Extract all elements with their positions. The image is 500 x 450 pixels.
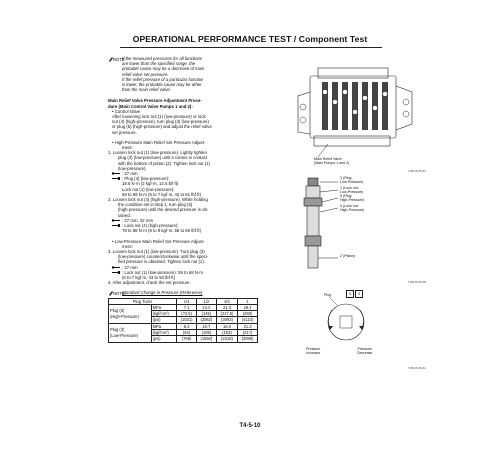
- heading-line: • High-Pressure Main Relief Set Pressure Adjust-: [112, 139, 206, 145]
- wrench-icon: [112, 219, 120, 222]
- intro-line: After loosening lock nut (1) (low-pressure) or lock: [112, 114, 206, 120]
- step-line: 3. Loosen lock nut (1) (low-pressure). Turn plug (3): [108, 248, 205, 254]
- table-cell: (1550): [196, 336, 216, 342]
- table-cell: (1031): [177, 317, 197, 323]
- table-cell: (768): [177, 336, 197, 342]
- table-cell: (3088): [238, 336, 258, 342]
- wrench-icon: [112, 266, 120, 269]
- section-title-line: Main Relief Valve Pressure Adjustment Proce-: [108, 98, 202, 104]
- table-cell: (290): [238, 311, 258, 317]
- spec-text: : Lock nut (1) (low-pressure): 59 to 69 N·m: [122, 269, 203, 275]
- text-column: [108, 56, 286, 343]
- intro-paragraph: [108, 114, 286, 135]
- spec-text: 59 to 69 N·m (6 to 7 kgf·m, 43 to 51 lbf·ft): [122, 191, 202, 197]
- table-group-label: Plug (3) (Low-Pressure): [109, 323, 152, 342]
- low-pressure-heading: [108, 239, 286, 249]
- step-1: [108, 150, 286, 171]
- step-line: 2. Loosen lock nut (4) (high-pressure). While holding: [108, 197, 208, 203]
- spec-text: : Plug (3) (low-pressure):: [122, 176, 170, 182]
- note-line: If the measured pressures for all functions: [122, 56, 203, 61]
- note-line: are lower than the specified range, the: [122, 61, 196, 67]
- table-cell: 7.1: [177, 304, 197, 310]
- figure-label-main-relief: Main Relief Valve (Main Pumps 1 and 2): [314, 157, 350, 166]
- torque-wrench-icon: [112, 271, 120, 274]
- table-cell: (54): [177, 330, 197, 336]
- step-line: (low-pressure) counterclockwise until the speci-: [118, 254, 209, 260]
- section-title: [108, 98, 286, 108]
- pressure-table: [108, 298, 258, 343]
- note-line: is lower, the probable cause may be other: [122, 82, 202, 88]
- table-cell: (72.5): [177, 311, 197, 317]
- page-header: OPERATIONAL PERFORMANCE TEST / Component Test: [132, 34, 368, 44]
- callout-plug-low: 3 (Plug: Low-Pressure): [340, 176, 364, 185]
- table-cell: MPa: [151, 323, 177, 329]
- step-line: (low-pressure).: [118, 165, 147, 171]
- svg-text:NOTE:: NOTE:: [113, 57, 126, 62]
- note-line: If the relief pressure of a particular function: [122, 76, 204, 82]
- callout-locknut-high: 4 (Lock nut: High-Pressure): [340, 204, 365, 213]
- step-3: [108, 249, 286, 265]
- spec-text: : 27 mm: [122, 264, 138, 270]
- step-2: [108, 197, 286, 218]
- table-header-cell: 1/2: [196, 298, 216, 304]
- plug-box-3: 3: [355, 290, 363, 298]
- intro-line: nut (4) (high-pressure), turn plug (3) (low-pressure): [112, 119, 209, 125]
- heading-line: • Low-Pressure Main Relief Set Pressure Adjust-: [112, 238, 205, 244]
- plug-label: Plug: [324, 293, 332, 297]
- high-pressure-heading: [108, 140, 286, 150]
- table-cell: (psi): [151, 336, 177, 342]
- spec-text: 19.6 N·m (2 kgf·m, 14.5 lbf·ft): [122, 181, 179, 187]
- step-line: tained.: [118, 212, 131, 218]
- spec-text: : 27 mm, 32 mm: [122, 217, 154, 223]
- pencil-note-icon: [108, 56, 126, 63]
- torque-spec: [108, 176, 286, 181]
- table-cell: 16.0: [216, 323, 237, 329]
- spec-text: : 27 mm: [122, 171, 138, 177]
- torque-spec: [108, 223, 286, 228]
- table-cell: (163): [216, 330, 237, 336]
- table-cell: (109): [196, 330, 216, 336]
- section-title-line: dure (Main Control Valve Pumps 1 and 2):: [108, 103, 193, 109]
- table-cell: 10.7: [196, 323, 216, 329]
- figure-code: T1HD-05-05-008: [408, 281, 426, 284]
- plug-box-5: 5: [346, 290, 354, 298]
- pressure-increase-label: Pressure Increase: [306, 347, 321, 356]
- plug-number-boxes: [346, 290, 363, 298]
- table-cell: (3093): [216, 317, 237, 323]
- note-line: relief valve set pressure.: [122, 71, 169, 77]
- intro-line: set pressure.: [112, 129, 137, 135]
- table-cell: MPa: [151, 304, 177, 310]
- table-cell: (4124): [238, 317, 258, 323]
- note-block: [108, 56, 286, 92]
- control-valve-figure: [288, 62, 438, 170]
- table-cell: 21.3: [216, 304, 237, 310]
- table-header-cell: 1/4: [177, 298, 197, 304]
- bullet-control-valve: • Control Valve: [112, 108, 141, 114]
- step-line: (high-pressure) until the desired pressure is ob-: [118, 207, 209, 213]
- heading-line: ment:: [122, 145, 133, 151]
- note-text: Standard Change in Pressure (Reference): [122, 290, 203, 296]
- spec-text: 78 to 88 N·m (8 to 9 kgf·m, 58 to 65 lbf·ft): [122, 228, 202, 234]
- table-header-cell: 3/4: [216, 298, 237, 304]
- spec-text: : Lock nut (4) (high-pressure):: [122, 223, 179, 229]
- table-cell: (217): [238, 330, 258, 336]
- table-cell: 14.2: [196, 304, 216, 310]
- pencil-note-icon: [108, 290, 126, 297]
- relief-valve-section-figure: [298, 176, 378, 276]
- table-cell: (2062): [196, 317, 216, 323]
- figure-code: T1HD-05-05-011: [408, 367, 426, 370]
- spec-text: Lock nut (1) (low-pressure):: [122, 186, 175, 192]
- callout-plug-high: 5 (Plug: High-Pressure): [340, 194, 365, 203]
- step-line: the condition set in step 1, turn plug (5): [118, 202, 193, 208]
- table-cell: 5.3: [177, 323, 197, 329]
- table-cell: (217.5): [216, 311, 237, 317]
- page-number: T4-5-10: [239, 423, 261, 429]
- table-group-label: Plug (5) (High-Pressure): [109, 304, 152, 323]
- header-rule: [120, 47, 382, 48]
- note-line: than the main relief valve.: [122, 87, 171, 93]
- table-header-cell: Plug Turns: [109, 298, 177, 304]
- callout-locknut-low: 1 (Lock nut: Low-Pressure): [340, 186, 364, 195]
- table-header-cell: 1: [238, 298, 258, 304]
- step-line: plug (3) (low-pressure) until it comes in contact: [118, 155, 208, 161]
- svg-text:NOTE:: NOTE:: [113, 291, 126, 297]
- plug-rotation-figure: [318, 290, 394, 352]
- note-line: probable cause may be a decrease of main: [122, 66, 205, 72]
- intro-line: or plug (5) (high-pressure) and adjust the relief valve: [112, 124, 212, 130]
- heading-line: ment:: [122, 243, 133, 249]
- table-cell: (kgf/cm²): [151, 330, 177, 336]
- pressure-decrease-label: Pressure Decrease: [357, 347, 373, 356]
- step-4: 4. After adjustment, check the set pressure.: [108, 280, 191, 286]
- figure-code: T1HD-05-05-007: [408, 170, 426, 173]
- table-cell: (2318): [216, 336, 237, 342]
- spec-text: (6 to 7 kgf·m, 43 to 50 lbf·ft): [122, 274, 176, 280]
- table-cell: 28.4: [238, 304, 258, 310]
- table-cell: 21.3: [238, 323, 258, 329]
- callout-piston: 2 (Piston): [340, 254, 356, 258]
- torque-wrench-icon: [112, 224, 120, 227]
- torque-wrench-icon: [112, 177, 120, 180]
- step-line: fied pressure is obtained. Tighten lock nut (1).: [118, 259, 205, 265]
- table-cell: (kgf/cm²): [151, 311, 177, 317]
- note-reference: [108, 290, 286, 295]
- torque-spec: [108, 270, 286, 275]
- wrench-icon: [112, 172, 120, 175]
- table-cell: (psi): [151, 317, 177, 323]
- step-line: with the bottom of piston (2). Tighten lock nut (1): [118, 160, 210, 166]
- step-line: 1. Loosen lock nut (1) (low-pressure). Lightly tighten: [108, 150, 207, 156]
- table-cell: (145): [196, 311, 216, 317]
